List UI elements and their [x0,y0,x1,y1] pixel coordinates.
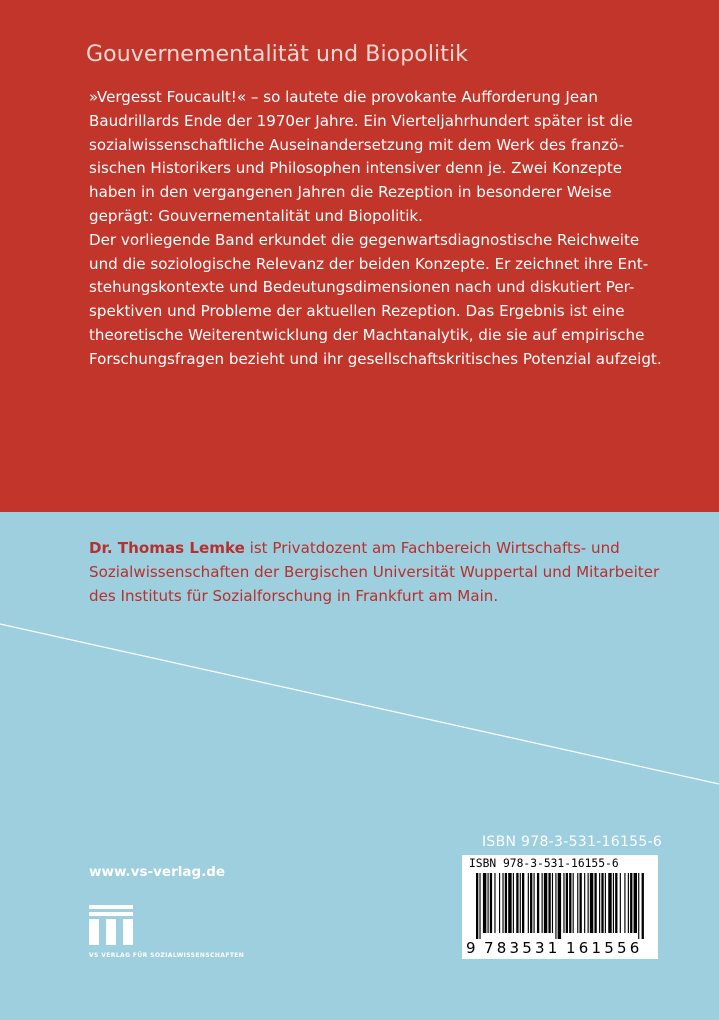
author-name: Dr. Thomas Lemke [89,539,245,557]
author-bio-text: ist Privatdozent am Fachbereich Wirtschafts- und [244,539,620,557]
barcode-bar [490,873,492,933]
barcode-bar [548,873,550,933]
blurb-line: spektiven und Probleme der aktuellen Rezeption. Das Ergebnis ist eine [89,302,625,321]
author-bio-line: Sozialwissenschaften der Bergischen Universität Wuppertal und Mitarbeiter [89,562,660,581]
barcode-bar [537,873,539,933]
blurb-line: Der vorliegende Band erkundet die gegenwartsdiagnostische Reichweite [89,230,640,249]
blurb-line: Baudrillards Ende der 1970er Jahre. Ein Vierteljahrhundert später ist die [89,111,633,130]
author-bio-line [89,537,689,561]
isbn-label: ISBN 978-3-531-16155-6 [482,834,663,850]
barcode-bar [634,873,637,933]
barcode-bar [584,873,585,933]
barcode-bar [488,873,489,933]
barcode-bar [552,873,553,933]
publisher-logo-text: VS VERLAG FÜR SOZIALWISSENSCHAFTEN [89,952,245,959]
barcode-bar [642,873,644,939]
author-bio-line: des Instituts für Sozialforschung in Frankfurt am Main. [89,586,499,605]
barcode-bar [615,873,617,933]
barcode-bar [594,873,596,933]
barcode-digits [462,939,658,957]
barcode-bar [555,873,556,939]
barcode-bar [558,873,561,939]
barcode-bar [590,873,593,933]
barcode-bar [479,873,480,939]
barcode-bar [605,873,606,933]
barcode-bar [513,873,514,933]
barcode-bar [613,873,614,933]
barcode-bar [566,873,568,933]
barcode-bar [628,873,629,933]
barcode-bar [569,873,571,933]
barcode-bar [580,873,582,933]
barcode-bar [601,873,603,933]
barcode-bar [588,873,589,933]
book-title: Gouvernementalität und Biopolitik [86,42,469,67]
barcode-bar [534,873,535,933]
barcode-bar [577,873,578,933]
barcode-bar [542,873,543,933]
barcode-bar [508,873,511,933]
barcode [462,855,658,959]
barcode-digit-group-right: 161556 [566,939,643,957]
barcode-bar [476,873,478,939]
barcode-bar [599,873,600,933]
barcode-bar [505,873,507,933]
barcode-bar [638,873,639,939]
barcode-bar [544,873,547,933]
blurb-line: haben in den vergangenen Jahren die Rezeption in besonderer Weise [89,183,612,202]
barcode-bar [624,873,625,933]
barcode-bar [573,873,574,933]
publisher-logo-icon [89,905,133,949]
barcode-bar [516,873,518,933]
blurb-line: sischen Historikers und Philosophen intensiver denn je. Zwei Konzepte [89,159,623,178]
barcode-bar [499,873,500,933]
barcode-bar [530,873,532,933]
blurb-line: stehungskontexte und Bedeutungsdimensionen nach und diskutiert Per- [89,278,635,297]
blurb-line: Forschungsfragen bezieht und ihr gesellschaftskritisches Potenzial aufzeigt. [89,349,662,368]
blurb-line: und die soziologische Relevanz der beiden Konzepte. Er zeichnet ihre Ent- [89,254,649,273]
blurb-line: sozialwissenschaftliche Auseinandersetzung mit dem Werk des franzö- [89,135,625,154]
blurb-line: theoretische Weiterentwicklung der Machtanalytik, die sie auf empirische [89,325,645,344]
barcode-digit-lead: 9 [466,939,476,957]
barcode-bar [522,873,524,933]
barcode-digit-group-left: 783531 [484,939,561,957]
barcode-bar [520,873,521,933]
barcode-bar [502,873,503,933]
barcode-bar [608,873,611,933]
diagonal-divider-line [0,612,719,792]
barcode-bar [483,873,486,933]
barcode-bar [494,873,495,933]
publisher-url[interactable]: www.vs-verlag.de [89,864,226,880]
isbn-mono-text: ISBN 978-3-531-16155-6 [469,857,619,870]
barcode-bar [630,873,632,933]
barcode-bars-icon [468,873,652,939]
author-bio [89,537,689,608]
barcode-bar [620,873,621,933]
barcode-bar [563,873,564,933]
blurb-line: »Vergesst Foucault!« – so lautete die provokante Aufforderung Jean [89,88,598,106]
blurb-line: geprägt: Gouvernementalität und Biopolitik. [89,206,423,225]
barcode-bar [528,873,529,933]
blurb-text [89,86,679,372]
